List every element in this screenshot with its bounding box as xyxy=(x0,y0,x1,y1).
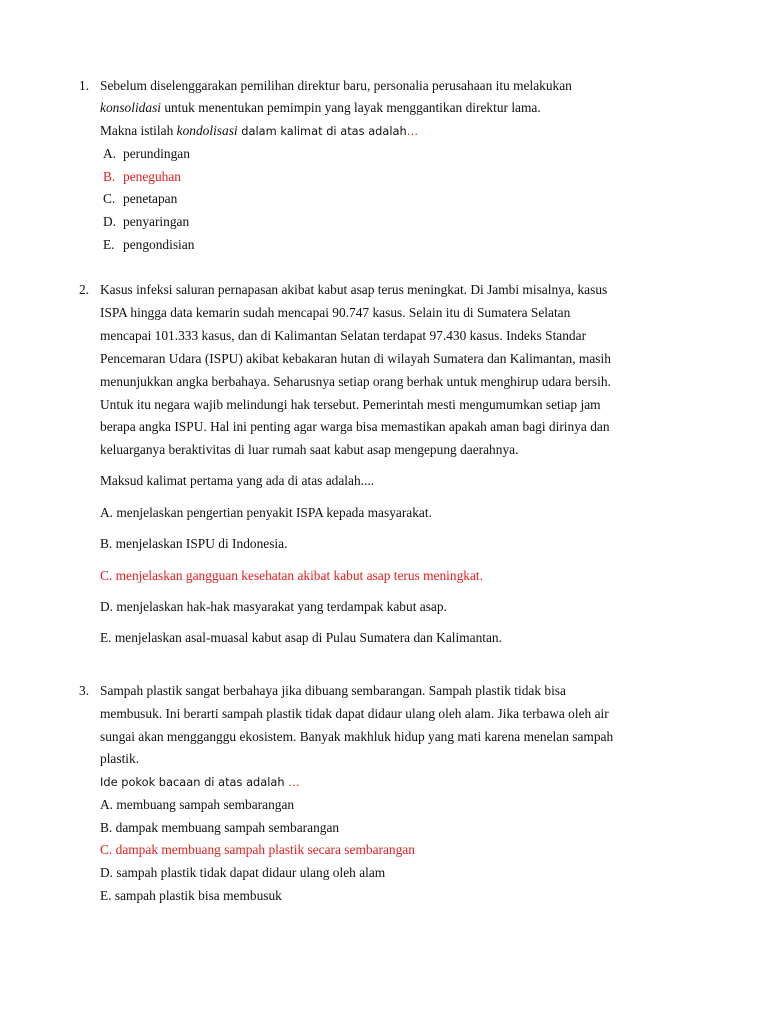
question-number: 2. xyxy=(79,282,90,297)
passage-line: Sampah plastik sangat berbahaya jika dibuang sembarangan. Sampah plastik tidak bisa xyxy=(100,683,566,698)
option-b[interactable]: B. dampak membuang sampah sembarangan xyxy=(100,820,340,835)
option-d[interactable]: D. penyaringan xyxy=(103,214,190,229)
ellipsis: … xyxy=(406,124,419,138)
passage-line: berapa angka ISPU. Hal ini penting agar warga bisa memastikan apakah aman bagi dirinya dan xyxy=(100,419,610,434)
option-e[interactable]: E. pengondisian xyxy=(103,237,195,252)
option-d[interactable]: D. menjelaskan hak-hak masyarakat yang terdampak kabut asap. xyxy=(100,599,447,614)
stem-text: Makna istilah xyxy=(100,123,177,138)
ellipsis: … xyxy=(288,775,300,789)
option-c[interactable]: C. penetapan xyxy=(103,191,178,206)
passage-line: Pencemaran Udara (ISPU) akibat kebakaran hutan di wilayah Sumatera dan Kalimantan, masih xyxy=(100,351,611,366)
passage-line: Kasus infeksi saluran pernapasan akibat kabut asap terus meningkat. Di Jambi misalnya, kasus xyxy=(100,282,608,297)
question-line xyxy=(100,774,300,790)
option-c-answer[interactable]: C. menjelaskan gangguan kesehatan akibat kabut asap terus meningkat. xyxy=(100,568,483,583)
option-e[interactable]: E. sampah plastik bisa membusuk xyxy=(100,888,282,903)
option-c-answer[interactable]: C. dampak membuang sampah plastik secara sembarangan xyxy=(100,842,415,857)
stem-line: Sebelum diselenggarakan pemilihan direktur baru, personalia perusahaan itu melakukan xyxy=(100,78,572,93)
option-a[interactable]: A. membuang sampah sembarangan xyxy=(100,797,295,812)
option-b[interactable]: B. menjelaskan ISPU di Indonesia. xyxy=(100,536,288,551)
option-b-answer[interactable]: B. peneguhan xyxy=(103,169,182,184)
option-a[interactable]: A. menjelaskan pengertian penyakit ISPA kepada masyarakat. xyxy=(100,505,432,520)
term-italic: kondolisasi xyxy=(176,123,238,138)
passage-line: menunjukkan angka berbahaya. Seharusnya setiap orang berhak untuk menghirup udara bersih. xyxy=(100,374,611,389)
passage-line: plastik. xyxy=(100,751,140,766)
passage-line: ISPA hingga data kemarin sudah mencapai 90.747 kasus. Selain itu di Sumatera Selatan xyxy=(100,305,571,320)
option-e[interactable]: E. menjelaskan asal-muasal kabut asap di Pulau Sumatera dan Kalimantan. xyxy=(100,630,502,645)
passage-line: membusuk. Ini berarti sampah plastik tidak dapat didaur ulang oleh alam. Jika terbawa oleh air xyxy=(100,706,609,721)
question-number: 3. xyxy=(79,683,90,698)
stem-text: dalam kalimat di atas adalah xyxy=(237,124,407,138)
question-number: 1. xyxy=(79,78,90,93)
question-line: Maksud kalimat pertama yang ada di atas adalah.... xyxy=(100,473,375,488)
question-text: Ide pokok bacaan di atas adalah xyxy=(100,775,289,789)
question-line xyxy=(100,123,418,139)
passage-line: Untuk itu negara wajib melindungi hak tersebut. Pemerintah mesti mengumumkan setiap jam xyxy=(100,397,601,412)
stem-text: untuk menentukan pemimpin yang layak menggantikan direktur lama. xyxy=(161,100,541,115)
option-d[interactable]: D. sampah plastik tidak dapat didaur ulang oleh alam xyxy=(100,865,386,880)
term-italic: konsolidasi xyxy=(100,100,162,115)
stem-line xyxy=(100,100,541,116)
option-a[interactable]: A. perundingan xyxy=(103,146,190,161)
passage-line: mencapai 101.333 kasus, dan di Kalimantan Selatan terdapat 97.430 kasus. Indeks Standar xyxy=(100,328,587,343)
passage-line: keluarganya beraktivitas di luar rumah saat kabut asap mengepung daerahnya. xyxy=(100,442,519,457)
passage-line: sungai akan mengganggu ekosistem. Banyak makhluk hidup yang mati karena menelan sampah xyxy=(100,729,614,744)
